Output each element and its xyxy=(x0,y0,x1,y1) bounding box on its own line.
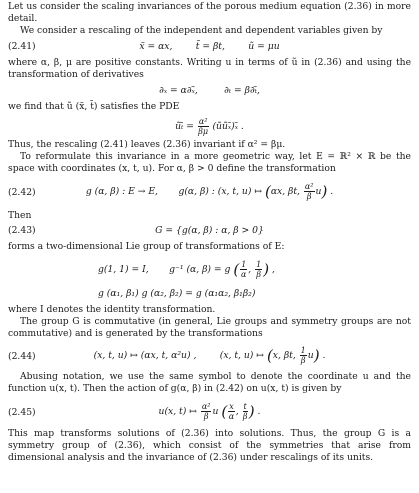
equation-pde xyxy=(8,115,411,139)
equation-2-45: (2.45) u(x, t) ↦ $\frac{\text{α²}}{\beta}$ u ( $\frac{x}{\alpha}$ , $\frac{t}{\beta}$ ) . xyxy=(8,402,261,421)
paragraph-identity: where I denotes the identity transformation. xyxy=(8,304,216,315)
pde-rhs: (ũũₓ̃)ₓ̃ . xyxy=(212,121,244,132)
paragraph-invariant: Thus, the rescaling (2.41) leaves (2.36) invariant if α² = βμ. xyxy=(8,139,286,150)
derivative-t: ∂ₜ = β∂ₜ̃, xyxy=(224,85,260,96)
equation-2-44: (2.44) (x, t, u) ↦ (αx, t, α²u) , (x, t, u) ↦ (x, βt, $\frac{1}{\beta}$ u) . xyxy=(8,346,326,365)
generator-1: (x, t, u) ↦ (αx, t, α²u) , xyxy=(93,350,197,361)
paragraph-commutative: The group G is commutative (in general, Lie groups and symmetry groups are not commutative) and is generated by the transformations xyxy=(8,316,411,339)
equation-derivatives xyxy=(8,85,411,101)
inverse-property: g⁻¹ (α, β) = g xyxy=(169,264,231,275)
equation-number: (2.43) xyxy=(8,225,36,236)
action-lhs: u(x, t) ↦ xyxy=(158,406,197,417)
derivative-x: ∂ₓ = α∂ₓ̃, xyxy=(159,85,198,96)
paragraph-satisfies: we find that ũ (x̃, t̃) satisfies the PDE xyxy=(8,101,180,112)
equation-2-42: (2.42) g (α, β) : E → E, g(α, β) : (x, t, u) ↦ (αx, βt, $\frac{\text{α²}}{\beta}$ u) . xyxy=(8,182,334,201)
group-definition: G = {g(α, β) : α, β > 0} xyxy=(155,225,264,236)
equation-number: (2.41) xyxy=(8,41,36,52)
paragraph-symmetry-group: This map transforms solutions of (2.36) into solutions. Thus, the group G is a symmetry group of (2.36), which consist of the symmetries that arise from dimensional analysis and the invariance of (2.36) under rescalings of its units. xyxy=(8,428,411,463)
composition-property: g (α₁, β₁) g (α₂, β₂) = g (α₁α₂, β₁β₂) xyxy=(98,288,256,299)
paragraph-geometric: To reformulate this invariance in a more geometric way, let E = ℝ² × ℝ be the space with coordinates (x, t, u). For α, β > 0 define the transformation xyxy=(8,151,411,174)
paragraph-intro: Let us consider the scaling invariances of the porous medium equation (2.36) in more detail. xyxy=(8,1,411,24)
equation-2-43 xyxy=(8,225,411,241)
pde-lhs: ũₜ̃ = xyxy=(175,121,194,132)
group-properties: g(1, 1) = I, g⁻¹ (α, β) = g ( $\frac{1}{\alpha}$ , $\frac{1}{\beta}$ ) , g (α₁, β₁) g (α₂, β₂) = g (α₁α₂, β₁β₂) xyxy=(98,260,275,299)
equation-number: (2.45) xyxy=(8,407,36,418)
paragraph-constants: where α, β, μ are positive constants. Writing u in terms of ũ in (2.36) and using the transformation of derivatives xyxy=(8,57,411,80)
transformation-action: g(α, β) : (x, t, u) ↦ xyxy=(178,186,263,197)
transformation-map: g (α, β) : E → E, xyxy=(85,186,158,197)
generator-2: (x, t, u) ↦ xyxy=(219,350,265,361)
equation-2-41 xyxy=(8,41,411,57)
equation-number: (2.44) xyxy=(8,351,36,362)
paragraph-rescaling: We consider a rescaling of the independent and dependent variables given by xyxy=(20,25,383,36)
pde-fraction: $\frac{\text{α²}}{\beta\mu}$ xyxy=(198,117,209,136)
equation-number: (2.42) xyxy=(8,187,36,198)
paragraph-lie-group: forms a two-dimensional Lie group of transformations of E: xyxy=(8,241,285,252)
equation-body: x̃ = αx, t̃ = βt, ũ = μu xyxy=(139,41,280,52)
paragraph-then: Then xyxy=(8,210,32,221)
paragraph-abusing-notation: Abusing notation, we use the same symbol to denote the coordinate u and the function u(x, t). Then the action of g(α, β) in (2.42) on u(x, t) is given by xyxy=(8,371,411,394)
identity-property: g(1, 1) = I, xyxy=(98,264,149,275)
